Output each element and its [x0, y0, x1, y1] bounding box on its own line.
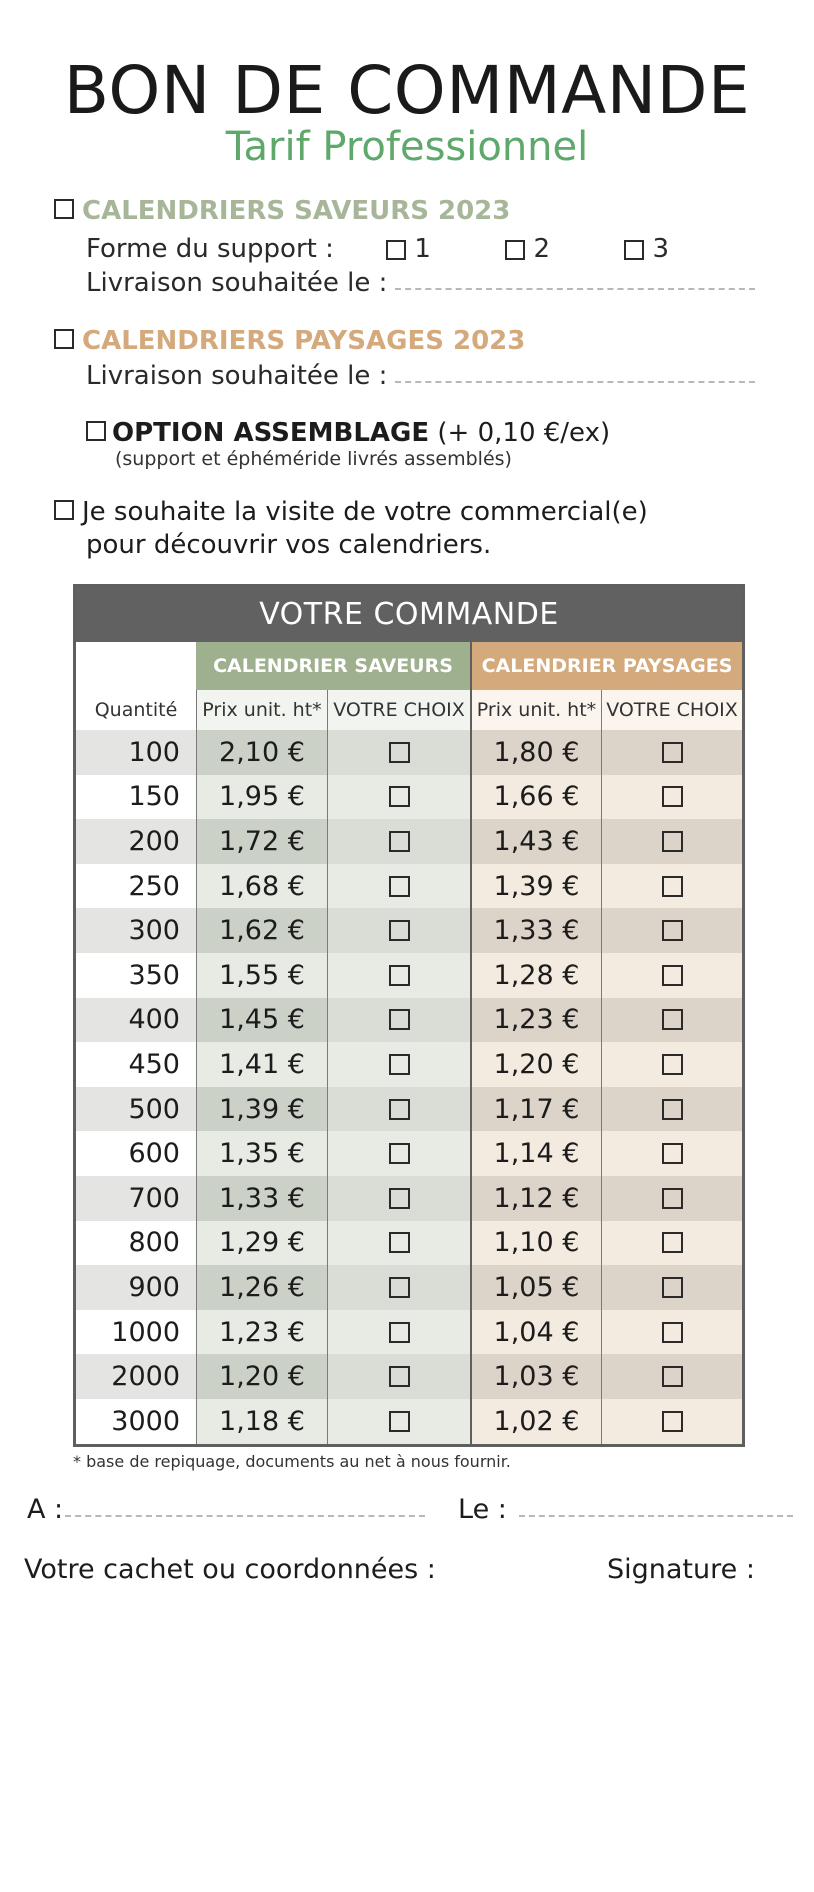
saveurs-price-cell: 1,62 €: [196, 908, 327, 953]
quantity-cell: 100: [76, 730, 196, 775]
support-3-label: 3: [652, 234, 670, 264]
paysages-delivery-row: [86, 361, 755, 391]
a-row: [27, 1494, 425, 1525]
header-blank: [76, 642, 196, 690]
saveurs-choice-cell[interactable]: [327, 908, 470, 953]
paysages-choice-checkbox[interactable]: [662, 831, 683, 852]
saveurs-price-cell: 2,10 €: [196, 730, 327, 775]
paysages-choice-checkbox[interactable]: [662, 965, 683, 986]
paysages-choice-cell[interactable]: [601, 1265, 742, 1310]
support-1-checkbox[interactable]: [386, 240, 406, 260]
paysages-choice-cell[interactable]: [601, 1176, 742, 1221]
saveurs-choice-checkbox[interactable]: [389, 1054, 410, 1075]
page-title: BON DE COMMANDE: [63, 52, 751, 129]
saveurs-choice-checkbox[interactable]: [389, 1188, 410, 1209]
paysages-choice-cell[interactable]: [601, 1087, 742, 1132]
support-option-1[interactable]: [386, 234, 431, 264]
saveurs-price-cell: 1,33 €: [196, 1176, 327, 1221]
visit-line-2: pour découvrir vos calendriers.: [86, 530, 492, 560]
option-row: [86, 418, 610, 448]
saveurs-choice-checkbox[interactable]: [389, 1322, 410, 1343]
paysages-choice-checkbox[interactable]: [662, 1411, 683, 1432]
paysages-choice-checkbox[interactable]: [662, 1054, 683, 1075]
saveurs-choice-cell[interactable]: [327, 775, 470, 820]
saveurs-price-cell: 1,41 €: [196, 1042, 327, 1087]
group-header-paysages: CALENDRIER PAYSAGES: [470, 642, 742, 690]
saveurs-choice-cell[interactable]: [327, 1399, 470, 1444]
paysages-choice-checkbox[interactable]: [662, 1009, 683, 1030]
quantity-cell: 700: [76, 1176, 196, 1221]
paysages-choice-cell[interactable]: [601, 1310, 742, 1355]
saveurs-price-cell: 1,45 €: [196, 998, 327, 1043]
group-header-saveurs: CALENDRIER SAVEURS: [196, 642, 470, 690]
saveurs-delivery-row: [86, 268, 755, 298]
saveurs-price-cell: 1,95 €: [196, 775, 327, 820]
support-label: Forme du support :: [86, 234, 334, 264]
saveurs-choice-checkbox[interactable]: [389, 742, 410, 763]
paysages-price-cell: 1,28 €: [470, 953, 601, 998]
saveurs-choice-checkbox[interactable]: [389, 1099, 410, 1120]
saveurs-delivery-label: Livraison souhaitée le :: [86, 268, 388, 298]
paysages-price-cell: 1,33 €: [470, 908, 601, 953]
saveurs-choice-checkbox[interactable]: [389, 1411, 410, 1432]
saveurs-choice-cell[interactable]: [327, 1176, 470, 1221]
saveurs-choice-checkbox[interactable]: [389, 1232, 410, 1253]
col-header-paysages-price: Prix unit. ht*: [470, 690, 601, 730]
saveurs-choice-cell[interactable]: [327, 998, 470, 1043]
visit-line-1: Je souhaite la visite de votre commercial(e): [82, 497, 648, 527]
support-option-2[interactable]: [505, 234, 550, 264]
saveurs-price-cell: 1,72 €: [196, 819, 327, 864]
paysages-choice-cell[interactable]: [601, 1042, 742, 1087]
quantity-cell: 500: [76, 1087, 196, 1132]
paysages-choice-checkbox[interactable]: [662, 1143, 683, 1164]
order-table-title: VOTRE COMMANDE: [76, 587, 742, 642]
paysages-price-cell: 1,04 €: [470, 1310, 601, 1355]
saveurs-price-cell: 1,29 €: [196, 1221, 327, 1266]
le-row: [458, 1494, 793, 1525]
paysages-price-cell: 1,39 €: [470, 864, 601, 909]
saveurs-choice-checkbox[interactable]: [389, 831, 410, 852]
saveurs-choice-checkbox[interactable]: [389, 876, 410, 897]
saveurs-choice-cell[interactable]: [327, 953, 470, 998]
paysages-choice-cell[interactable]: [601, 1399, 742, 1444]
paysages-choice-checkbox[interactable]: [662, 1232, 683, 1253]
saveurs-price-cell: 1,18 €: [196, 1399, 327, 1444]
option-checkbox[interactable]: [86, 421, 106, 441]
col-header-saveurs-choice: VOTRE CHOIX: [327, 690, 470, 730]
a-field[interactable]: [65, 1505, 425, 1517]
footnote: * base de repiquage, documents au net à nous fournir.: [73, 1452, 511, 1471]
support-row: [86, 234, 669, 264]
paysages-choice-checkbox[interactable]: [662, 920, 683, 941]
paysages-choice-cell[interactable]: [601, 998, 742, 1043]
saveurs-checkbox[interactable]: [54, 199, 74, 219]
saveurs-choice-checkbox[interactable]: [389, 920, 410, 941]
support-1-label: 1: [414, 234, 431, 264]
paysages-choice-cell[interactable]: [601, 1354, 742, 1399]
saveurs-choice-cell[interactable]: [327, 730, 470, 775]
quantity-cell: 3000: [76, 1399, 196, 1444]
quantity-cell: 350: [76, 953, 196, 998]
saveurs-price-cell: 1,35 €: [196, 1131, 327, 1176]
saveurs-choice-checkbox[interactable]: [389, 1009, 410, 1030]
support-option-3[interactable]: [624, 234, 669, 264]
paysages-heading: CALENDRIERS PAYSAGES 2023: [82, 326, 526, 356]
quantity-cell: 300: [76, 908, 196, 953]
saveurs-choice-cell[interactable]: [327, 1042, 470, 1087]
paysages-price-cell: 1,03 €: [470, 1354, 601, 1399]
paysages-heading-row: [54, 326, 525, 356]
signature-label: Signature :: [607, 1554, 755, 1585]
quantity-cell: 800: [76, 1221, 196, 1266]
saveurs-price-cell: 1,39 €: [196, 1087, 327, 1132]
paysages-choice-cell[interactable]: [601, 775, 742, 820]
saveurs-choice-cell[interactable]: [327, 1087, 470, 1132]
paysages-price-cell: 1,05 €: [470, 1265, 601, 1310]
visit-checkbox[interactable]: [54, 500, 74, 520]
saveurs-delivery-field[interactable]: [395, 278, 755, 290]
saveurs-heading: CALENDRIERS SAVEURS 2023: [82, 196, 511, 226]
col-header-quantity: Quantité: [76, 690, 196, 730]
paysages-checkbox[interactable]: [54, 329, 74, 349]
quantity-cell: 600: [76, 1131, 196, 1176]
paysages-choice-checkbox[interactable]: [662, 1099, 683, 1120]
saveurs-price-cell: 1,20 €: [196, 1354, 327, 1399]
col-header-saveurs-price: Prix unit. ht*: [196, 690, 327, 730]
saveurs-choice-cell[interactable]: [327, 1354, 470, 1399]
paysages-choice-checkbox[interactable]: [662, 786, 683, 807]
paysages-price-cell: 1,02 €: [470, 1399, 601, 1444]
quantity-cell: 450: [76, 1042, 196, 1087]
paysages-delivery-label: Livraison souhaitée le :: [86, 361, 388, 391]
option-note: (support et éphéméride livrés assemblés): [115, 448, 512, 470]
paysages-choice-checkbox[interactable]: [662, 1188, 683, 1209]
le-field[interactable]: [519, 1505, 793, 1517]
paysages-choice-cell[interactable]: [601, 953, 742, 998]
quantity-cell: 2000: [76, 1354, 196, 1399]
paysages-price-cell: 1,20 €: [470, 1042, 601, 1087]
cachet-label: Votre cachet ou coordonnées :: [24, 1554, 436, 1585]
quantity-cell: 200: [76, 819, 196, 864]
paysages-choice-checkbox[interactable]: [662, 876, 683, 897]
saveurs-choice-checkbox[interactable]: [389, 1277, 410, 1298]
option-price: (+ 0,10 €/ex): [429, 418, 611, 448]
saveurs-price-cell: 1,23 €: [196, 1310, 327, 1355]
saveurs-price-cell: 1,26 €: [196, 1265, 327, 1310]
support-2-label: 2: [533, 234, 551, 264]
paysages-price-cell: 1,14 €: [470, 1131, 601, 1176]
paysages-delivery-field[interactable]: [395, 371, 755, 383]
paysages-choice-cell[interactable]: [601, 1131, 742, 1176]
paysages-price-cell: 1,23 €: [470, 998, 601, 1043]
paysages-choice-checkbox[interactable]: [662, 1277, 683, 1298]
paysages-choice-cell[interactable]: [601, 908, 742, 953]
paysages-choice-cell[interactable]: [601, 1221, 742, 1266]
saveurs-price-cell: 1,55 €: [196, 953, 327, 998]
saveurs-heading-row: [54, 196, 510, 226]
support-3-checkbox[interactable]: [624, 240, 644, 260]
paysages-choice-checkbox[interactable]: [662, 742, 683, 763]
order-table-grid: [76, 642, 742, 1444]
order-table: [73, 584, 745, 1447]
quantity-cell: 150: [76, 775, 196, 820]
col-header-paysages-choice: VOTRE CHOIX: [601, 690, 742, 730]
visit-row: [54, 496, 648, 562]
page-subtitle: Tarif Professionnel: [225, 124, 589, 170]
paysages-price-cell: 1,80 €: [470, 730, 601, 775]
saveurs-choice-cell[interactable]: [327, 1265, 470, 1310]
saveurs-choice-checkbox[interactable]: [389, 965, 410, 986]
option-label: OPTION ASSEMBLAGE: [112, 418, 430, 448]
support-2-checkbox[interactable]: [505, 240, 525, 260]
paysages-choice-cell[interactable]: [601, 819, 742, 864]
paysages-price-cell: 1,17 €: [470, 1087, 601, 1132]
saveurs-choice-checkbox[interactable]: [389, 786, 410, 807]
le-label: Le :: [458, 1494, 507, 1525]
paysages-price-cell: 1,43 €: [470, 819, 601, 864]
paysages-choice-checkbox[interactable]: [662, 1322, 683, 1343]
saveurs-choice-cell[interactable]: [327, 864, 470, 909]
quantity-cell: 900: [76, 1265, 196, 1310]
paysages-choice-cell[interactable]: [601, 864, 742, 909]
saveurs-choice-cell[interactable]: [327, 1310, 470, 1355]
quantity-cell: 250: [76, 864, 196, 909]
quantity-cell: 400: [76, 998, 196, 1043]
a-label: A :: [27, 1494, 64, 1525]
saveurs-choice-cell[interactable]: [327, 819, 470, 864]
saveurs-price-cell: 1,68 €: [196, 864, 327, 909]
saveurs-choice-cell[interactable]: [327, 1131, 470, 1176]
saveurs-choice-checkbox[interactable]: [389, 1143, 410, 1164]
saveurs-choice-cell[interactable]: [327, 1221, 470, 1266]
paysages-price-cell: 1,10 €: [470, 1221, 601, 1266]
paysages-price-cell: 1,12 €: [470, 1176, 601, 1221]
paysages-choice-checkbox[interactable]: [662, 1366, 683, 1387]
quantity-cell: 1000: [76, 1310, 196, 1355]
saveurs-choice-checkbox[interactable]: [389, 1366, 410, 1387]
paysages-choice-cell[interactable]: [601, 730, 742, 775]
paysages-price-cell: 1,66 €: [470, 775, 601, 820]
